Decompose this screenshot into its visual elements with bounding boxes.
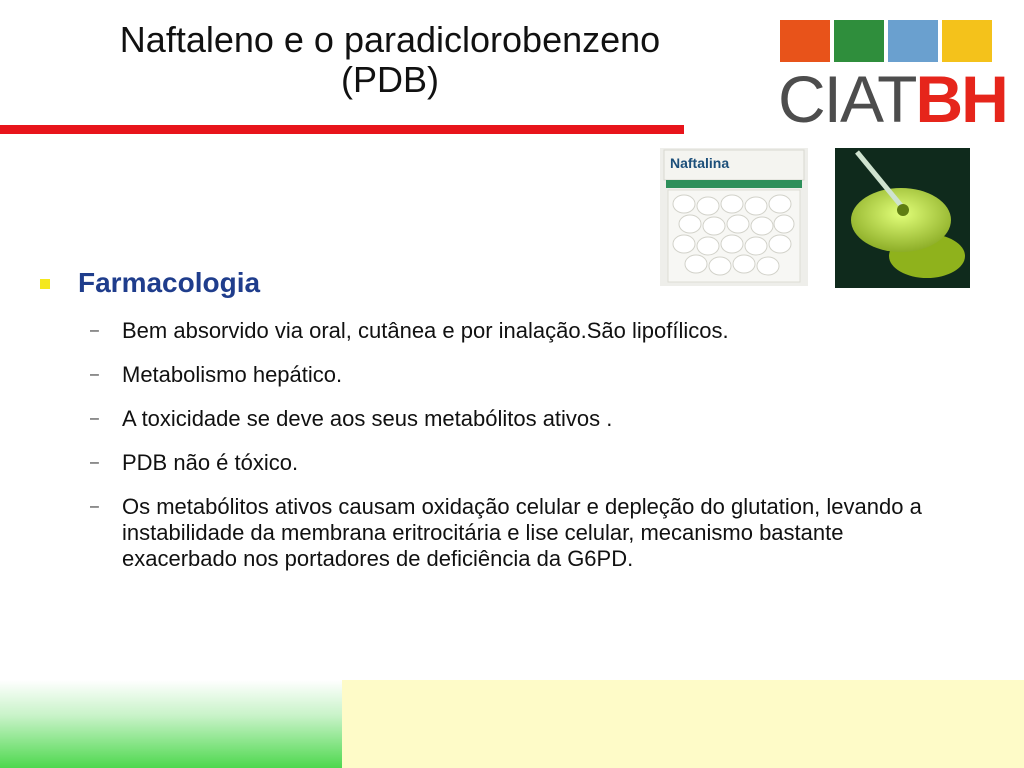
list-item: Bem absorvido via oral, cutânea e por inalação.São lipofílicos. (122, 318, 729, 343)
logo-wordmark-ciat: CIAT (778, 62, 916, 136)
list-item: Os metabólitos ativos causam oxidação celular e depleção do glutation, levando a instabilidade da membrana eritrocitária e lise celular, mecanismo bastante exacerbado nos portadores de deficiência da G6PD. (122, 494, 922, 571)
slide-title (40, 20, 740, 100)
ciatbh-logo (776, 18, 1007, 136)
logo-tiles (776, 18, 996, 64)
logo-tile-orange (780, 20, 830, 62)
list-item: A toxicidade se deve aos seus metabólitos ativos . (122, 406, 613, 431)
logo-wordmark (778, 62, 1007, 136)
dash-marker: – (90, 366, 99, 383)
list-item: Metabolismo hepático. (122, 362, 343, 387)
dash-marker: – (90, 454, 99, 471)
naftalina-label: Naftalina (670, 155, 730, 171)
logo-tile-yellow (942, 20, 992, 62)
dash-marker: – (90, 410, 99, 427)
bullet-square (40, 279, 50, 289)
slide-title-line2: (PDB) (341, 59, 439, 100)
footer-green-gradient (0, 680, 342, 768)
logo-wordmark-bh: BH (915, 62, 1007, 136)
dash-marker: – (90, 498, 99, 515)
pdb-tablet-photo (835, 148, 970, 288)
list-item: PDB não é tóxico. (122, 450, 299, 475)
slide-title-line1: Naftaleno e o paradiclorobenzeno (119, 19, 661, 60)
title-underline-bar (0, 125, 684, 134)
logo-tile-green-leaf (834, 20, 884, 62)
footer-yellow-band (342, 680, 1024, 768)
section-heading: Farmacologia (78, 267, 261, 298)
dash-marker: – (90, 322, 99, 339)
logo-tile-blue-stethoscope (888, 20, 938, 62)
naftalina-package-photo (660, 148, 808, 286)
